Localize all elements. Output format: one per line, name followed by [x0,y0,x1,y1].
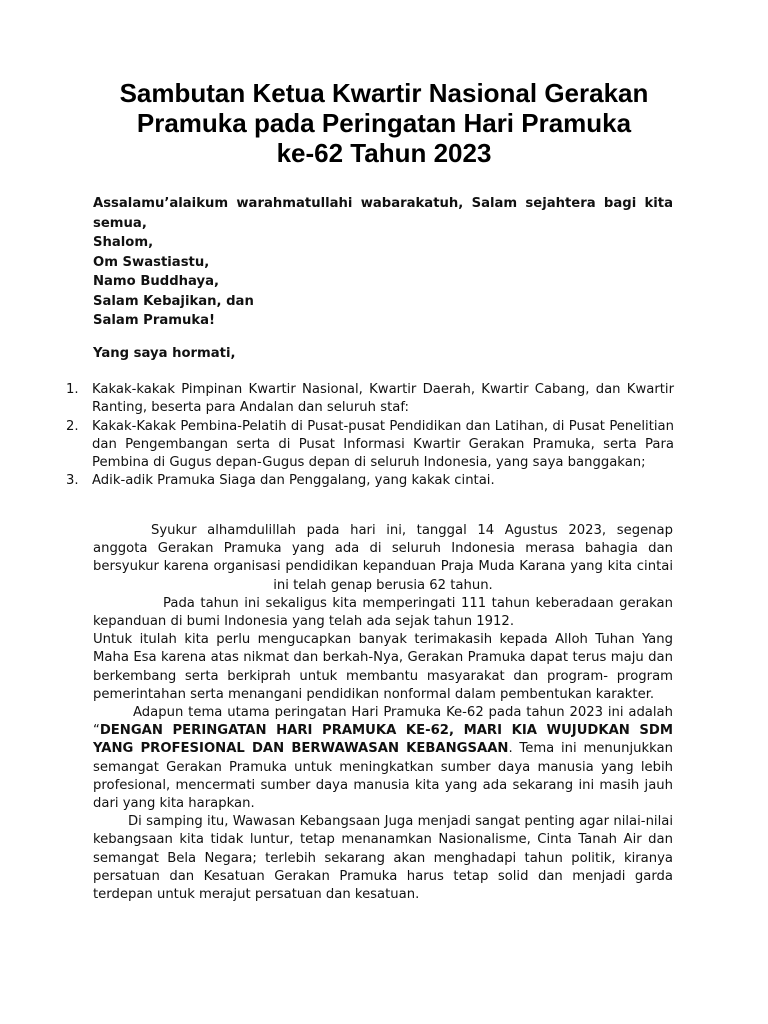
greeting-line: Shalom, [93,235,154,250]
addressee-list [60,381,674,491]
list-text: Kakak-Kakak Pembina-Pelatih di Pusat-pusat Pendidikan dan Latihan, di Pusat Penelitian dan Pengembangan serta di Pusat Informasi Kwartir Gerakan Pramuka, serta Para Pembina di Gugus depan-Gugus depan di seluruh Indonesia, yang saya banggakan; [92,418,674,471]
document-title [70,78,698,168]
list-item [60,472,674,490]
list-number: 2. [66,418,79,434]
list-item [60,418,674,473]
list-item [60,381,674,418]
theme-explanation: . Tema ini menunjukkan semangat Gerakan Pramuka untuk meningkatkan sumber daya manusia yang lebih profesional, mencermati sumber daya manusia kita yang ada sekarang ini masih jauh dari yang kita harapkan. [93,741,673,812]
paragraph-theme [93,704,673,813]
title-line-1: Sambutan Ketua Kwartir Nasional Gerakan [119,78,649,108]
greeting-line: Assalamu’alaikum warahmatullahi wabarakatuh, Salam sejahtera bagi kita semua, [93,196,673,231]
paragraph-gratitude: Syukur alhamdulillah pada hari ini, tanggal 14 Agustus 2023, segenap anggota Gerakan Pramuka yang ada di seluruh Indonesia merasa bahagia dan bersyukur karena organisasi pendidikan kepanduan Praja Muda Karana yang kita cintai ini telah genap berusia 62 tahun. [93,523,673,593]
greeting-line: Salam Kebajikan, dan [93,293,254,309]
paragraph-anniversary: Pada tahun ini sekaligus kita memperingati 111 tahun keberadaan gerakan kepanduan di bumi Indonesia yang telah ada sejak tahun 1912. [93,595,673,630]
list-number: 3. [66,473,79,489]
greeting-line: Salam Pramuka! [93,313,216,328]
title-line-3: ke-62 Tahun 2023 [276,138,492,168]
speech-body [93,522,673,904]
list-text: Adik-adik Pramuka Siaga dan Penggalang, yang kakak cintai. [92,473,495,489]
paragraph-thanks: Untuk itulah kita perlu mengucapkan banyak terimakasih kepada Alloh Tuhan Yang Maha Esa karena atas nikmat dan berkah-Nya, Gerakan Pramuka dapat terus maju dan berkembang serta berkiprah untuk membantu masyarakat dan program- program pemerintahan serta menangani pendidikan nonformal dalam pembentukan karakter. [93,632,673,702]
paragraph-nationalism: Di samping itu, Wawasan Kebangsaan Juga menjadi sangat penting agar nilai-nilai kebangsaan kita tidak luntur, tetap menanamkan Nasionalisme, Cinta Tanah Air dan semangat Bela Negara; terlebih sekarang akan menghadapi tahun politik, kiranya persatuan dan Kesatuan Gerakan Pramuka harus tetap solid dan menjadi garda terdepan untuk merajut persatuan dan kesatuan. [93,814,673,903]
title-line-2: Pramuka pada Peringatan Hari Pramuka [136,108,632,138]
theme-title: DENGAN PERINGATAN HARI PRAMUKA KE-62, MARI KIA WUJUDKAN SDM YANG PROFESIONAL DAN BERWAWASAN KEBANGSAAN [93,723,673,757]
list-text: Kakak-kakak Pimpinan Kwartir Nasional, Kwartir Daerah, Kwartir Cabang, dan Kwartir Ranting, beserta para Andalan dan seluruh staf: [92,382,674,416]
list-number: 1. [66,382,79,397]
theme-intro: Adapun tema utama peringatan Hari Pramuka Ke-62 pada tahun 2023 ini adalah “ [93,705,673,739]
greeting-line: Namo Buddhaya, [93,274,220,289]
greeting-line: Om Swastiastu, [93,254,210,270]
greeting-block [93,194,673,331]
respected-heading: Yang saya hormati, [93,346,236,361]
